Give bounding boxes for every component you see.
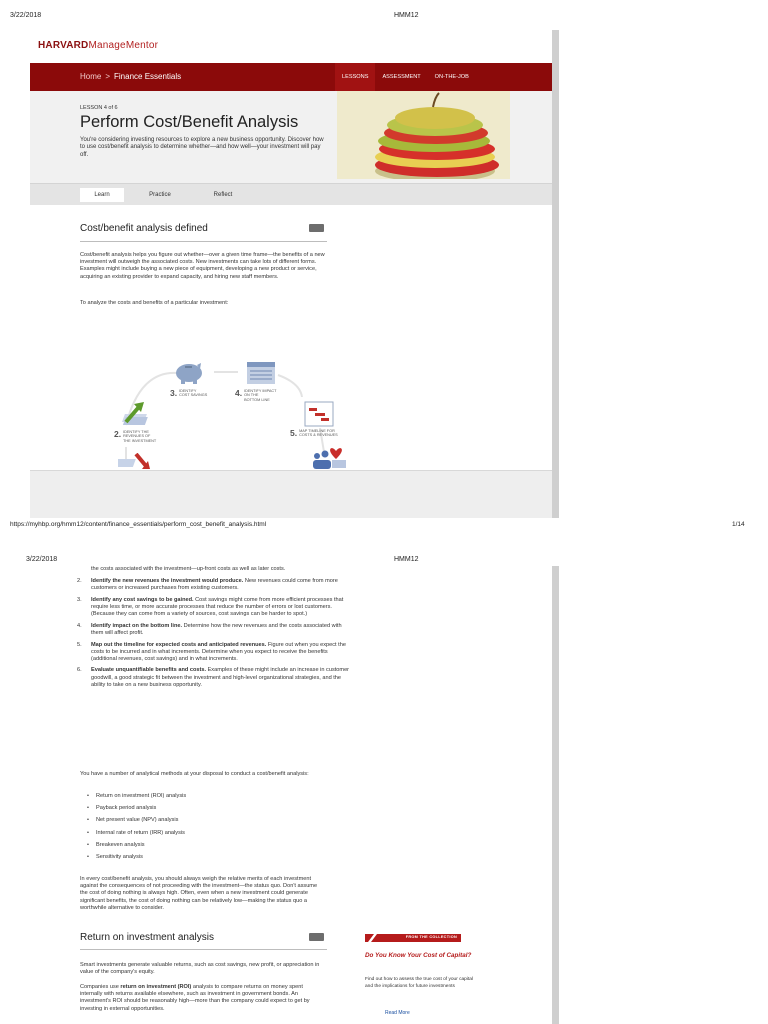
nav-lessons[interactable]: LESSONS: [335, 63, 375, 91]
step-5-number: 5.: [290, 428, 298, 438]
list-item: [77, 597, 352, 619]
list-bold: Map out the timeline for expected costs and anticipated revenues.: [91, 641, 267, 648]
page-title: Perform Cost/Benefit Analysis: [80, 113, 299, 131]
method-item: • Return on investment (ROI) analysis: [87, 792, 186, 804]
list-text: [91, 623, 352, 637]
top-nav-bar: [30, 63, 552, 91]
method-item: • Breakeven analysis: [87, 841, 186, 853]
page-footer-strip: [30, 470, 552, 518]
list-bold: Identify the new revenues the investment would produce.: [91, 578, 244, 585]
collection-banner: [365, 934, 461, 942]
list-text: [91, 597, 352, 619]
list-text: [91, 578, 352, 592]
method-item: • Internal rate of return (IRR) analysis: [87, 829, 186, 841]
list-number: 3.: [77, 596, 82, 603]
top-nav-links: [335, 63, 510, 91]
roi-paragraph-2: [80, 984, 325, 1013]
list-bold: Identify any cost savings to be gained.: [91, 596, 194, 603]
step-3-number: 3.: [170, 388, 178, 398]
collection-title[interactable]: Do You Know Your Cost of Capital?: [365, 952, 472, 959]
read-more-link[interactable]: Read More: [385, 1010, 410, 1016]
step-5-label: [290, 428, 338, 438]
list-item: [77, 578, 352, 592]
cost-benefit-steps-diagram: [80, 325, 350, 470]
print-page-number: 1/14: [732, 521, 745, 528]
list-item: [77, 623, 352, 637]
breadcrumb-home[interactable]: Home: [80, 72, 102, 81]
list-item: [77, 642, 352, 664]
step-5-text: MAP TIMELINE FOR COSTS & REVENUES: [299, 429, 338, 438]
lesson-intro: You're considering investing resources to explore a new business opportunity. Discover how to use cost/benefit analysis to determine whether—and how well—your investment will pay off.: [80, 137, 324, 158]
tab-learn[interactable]: Learn: [80, 188, 124, 202]
revenue-growth-icon: [122, 400, 154, 426]
list-body: Examples of these might include an increase in customer goodwill, a good strategic fit between the investment and high-level organizational strategies, and the ability to take on a new business opportunity.: [91, 667, 350, 688]
collection-description: Find out how to assess the true cost of your capital and the implications for future investments: [365, 977, 473, 990]
list-body: Cost savings might come from more efficient processes that require less time, or more accurate processes that reduce the number of errors or lost customers. (Because they can come from a variety of sources, cost savings can be harder to spot.): [91, 596, 344, 618]
step-4-label: [235, 389, 276, 402]
timeline-chart-icon: [304, 401, 334, 427]
step-1-continuation: the costs associated with the investment—up-front costs as well as later costs.: [91, 566, 286, 572]
section-divider: [80, 241, 327, 242]
step-2-text: IDENTIFY THE REVENUES OF THE INVESTMENT: [123, 430, 157, 443]
list-number: 6.: [77, 667, 82, 674]
people-heart-icon: [310, 443, 348, 470]
roi-paragraph-1: Smart investments generate valuable returns, such as cost savings, new profit, or appreciation in value of the company's equity.: [80, 962, 320, 976]
print-site-2: HMM12: [394, 556, 419, 563]
list-item: [77, 667, 352, 689]
list-text: [91, 667, 352, 689]
definition-paragraph: Cost/benefit analysis helps you figure out whether—over a given time frame—the benefits of a new investment will outweigh the associated costs. New investments can take lots of different forms. Examples might include buying a new piece of equipment, developing a new product or service, acquiring an existing provider to expand capacity, and hiring new staff members.: [80, 252, 325, 280]
nav-assessment[interactable]: ASSESSMENT: [382, 74, 421, 80]
list-bold: Evaluate unquantifiable benefits and costs.: [91, 667, 207, 674]
list-number: 2.: [77, 578, 82, 585]
tab-practice[interactable]: Practice: [149, 192, 171, 198]
logo-brand: HARVARD: [38, 40, 89, 51]
list-text: [91, 642, 352, 664]
page-1-frame: [30, 30, 552, 518]
print-site: HMM12: [394, 12, 419, 19]
print-date-2: 3/22/2018: [26, 556, 58, 563]
status-quo-paragraph: In every cost/benefit analysis, you should always weigh the relative merits of each investment against the consequences of not proceeding with the investment—the status quo. Don't assume the cost of doing nothing is always high. Often, even when a new investment could generate significant benefits, the cost of doing nothing can be relatively low—making the status quo a worthwhile alternative to consider.: [80, 876, 318, 911]
breadcrumb-separator: >: [105, 72, 111, 81]
list-body: New revenues could come from more customers or increased purchases from existing customers.: [91, 578, 338, 592]
lesson-counter: LESSON 4 of 6: [80, 105, 118, 111]
scrollbar-2[interactable]: [552, 566, 559, 1024]
harvard-logo[interactable]: [38, 40, 158, 51]
step-3-label: [170, 388, 208, 398]
tab-reflect[interactable]: Reflect: [213, 192, 233, 198]
section-heading-roi: Return on investment analysis: [80, 932, 214, 943]
slash-icon: [368, 934, 382, 942]
section-heading-cost-benefit: Cost/benefit analysis defined: [80, 223, 208, 234]
list-body: Figure out when you expect the costs to be incurred and in what increments. Determine when you expect to receive the benefits (additional revenues, cost savings) and in what increments.: [91, 641, 346, 662]
logo-product: ManageMentor: [88, 40, 159, 51]
cost-decline-icon: [118, 453, 152, 470]
sliced-apple-image: [337, 91, 510, 179]
roi-p2-pre: Companies use: [80, 984, 121, 990]
piggy-bank-icon: [173, 361, 205, 385]
lesson-tabs: [30, 183, 552, 205]
closed-caption-icon[interactable]: [309, 224, 324, 232]
breadcrumb: [80, 72, 181, 81]
method-item: • Payback period analysis: [87, 804, 186, 816]
breadcrumb-current[interactable]: Finance Essentials: [114, 72, 182, 81]
steps-intro: To analyze the costs and benefits of a particular investment:: [80, 300, 229, 306]
step-4-text: IDENTIFY IMPACT ON THE BOTTOM LINE: [244, 389, 277, 402]
print-url[interactable]: https://myhbp.org/hmm12/content/finance_essentials/perform_cost_benefit_analysis.html: [10, 521, 267, 528]
ledger-icon: [246, 361, 276, 385]
method-item: • Net present value (NPV) analysis: [87, 816, 186, 828]
scrollbar-1[interactable]: [552, 30, 559, 518]
roi-p2-post: analysis to compare returns on money spent internally with returns available elsewhere, such as investment in government bonds. An investment's ROI should be reasonably high—more than the company could expect to get by investing in external opportunities.: [80, 984, 310, 1012]
collection-tag: FROM THE COLLECTION: [405, 935, 457, 939]
roi-p2-bold: return on investment (ROI): [120, 984, 192, 990]
list-number: 5.: [77, 641, 82, 648]
section-divider: [80, 949, 327, 950]
step-3-text: IDENTIFY COST SAVINGS: [179, 389, 208, 398]
list-bold: Identify impact on the bottom line.: [91, 622, 183, 629]
closed-caption-icon[interactable]: [309, 933, 324, 941]
step-2-number: 2.: [114, 429, 122, 439]
method-item: • Sensitivity analysis: [87, 853, 186, 865]
nav-on-the-job[interactable]: ON-THE-JOB: [434, 74, 469, 80]
methods-intro: You have a number of analytical methods at your disposal to conduct a cost/benefit analysis:: [80, 771, 309, 777]
list-number: 4.: [77, 622, 82, 629]
step-2-label: [114, 429, 157, 443]
step-4-number: 4.: [235, 388, 243, 398]
page-2-frame: [30, 566, 552, 1024]
methods-list: [87, 792, 186, 865]
list-body: Determine how the new revenues and the costs associated with them will affect profit.: [91, 622, 342, 637]
print-date: 3/22/2018: [10, 12, 42, 19]
steps-list: [77, 566, 352, 689]
